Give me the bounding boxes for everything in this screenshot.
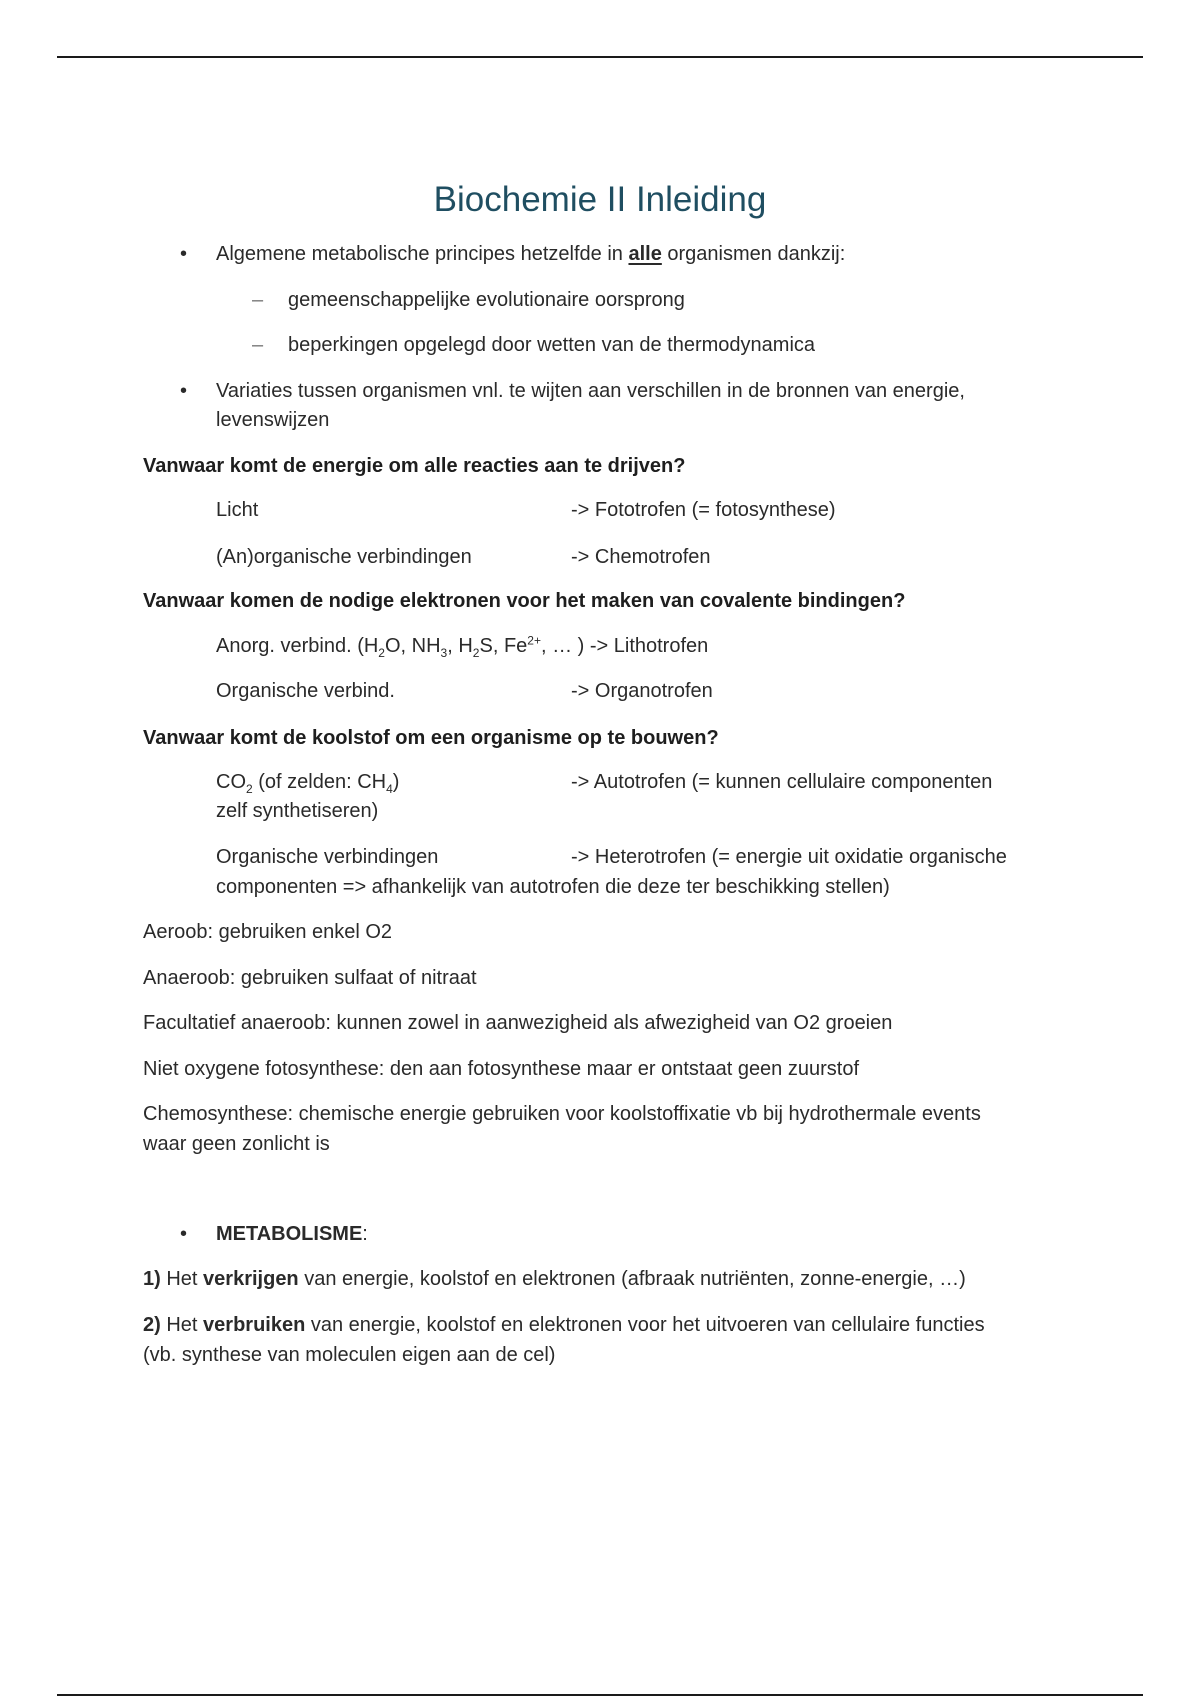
bullet-marker: • (180, 1223, 188, 1245)
metabolism-item-2: 2) Het verbruiken van energie, koolstof en elektronen voor het uitvoeren van cellulaire functies (143, 1314, 985, 1336)
bullet-marker: • (180, 380, 188, 402)
carbon-source-2: Organische verbindingen (216, 846, 439, 868)
definition-aerobic: Aeroob: gebruiken enkel O2 (143, 921, 393, 943)
definition-chemosynthesis-line-2: waar geen zonlicht is (143, 1133, 330, 1155)
carbon-result-2: -> Heterotrofen (= energie uit oxidatie organische (571, 846, 1007, 868)
bullet-marker: • (180, 243, 188, 265)
intro-bullet-2-line-1: Variaties tussen organismen vnl. te wijten aan verschillen in de bronnen van energie, (216, 380, 965, 402)
electrons-row-1: Anorg. verbind. ($H_2O$, $NH_3$, $H_2S$, $Fe^{2+}$, … ) -> Lithotrofen (216, 633, 709, 660)
energy-question: Vanwaar komt de energie om alle reacties aan te drijven? (143, 455, 686, 477)
carbon-result-2-cont: componenten => afhankelijk van autotrofen die deze ter beschikking stellen) (216, 876, 890, 898)
intro-sub-2: beperkingen opgelegd door wetten van de thermodynamica (288, 334, 816, 356)
energy-result-1: -> Fototrofen (= fotosynthese) (571, 499, 836, 521)
carbon-source-1: $CO_2$ (of zelden: $CH_4$) (216, 771, 400, 796)
definition-anaerobic: Anaeroob: gebruiken sulfaat of nitraat (143, 967, 477, 989)
metabolism-heading: METABOLISME: (216, 1223, 368, 1245)
definition-chemosynthesis-line-1: Chemosynthese: chemische energie gebruiken voor koolstoffixatie vb bij hydrothermale events (143, 1103, 981, 1125)
definition-non-oxygenic: Niet oxygene fotosynthese: den aan fotosynthese maar er ontstaat geen zuurstof (143, 1058, 860, 1080)
intro-sub-1: gemeenschappelijke evolutionaire oorsprong (288, 289, 685, 311)
page-title: Biochemie II Inleiding (433, 180, 767, 219)
metabolism-item-2-line-2: (vb. synthese van moleculen eigen aan de cel) (143, 1344, 556, 1366)
dash-marker: – (252, 334, 264, 356)
dash-marker: – (252, 289, 264, 311)
carbon-result-1-cont: zelf synthetiseren) (216, 800, 379, 822)
energy-result-2: -> Chemotrofen (571, 546, 711, 568)
energy-source-1: Licht (216, 499, 259, 521)
top-rule (57, 56, 1143, 58)
electrons-result-2: -> Organotrofen (571, 680, 713, 702)
energy-source-2: (An)organische verbindingen (216, 546, 472, 568)
electrons-question: Vanwaar komen de nodige elektronen voor het maken van covalente bindingen? (143, 590, 906, 612)
definition-facultative: Facultatief anaeroob: kunnen zowel in aanwezigheid als afwezigheid van O2 groeien (143, 1012, 893, 1034)
electrons-source-2: Organische verbind. (216, 680, 395, 702)
metabolism-item-1: 1) Het verkrijgen van energie, koolstof en elektronen (afbraak nutriënten, zonne-energie, …) (143, 1268, 966, 1290)
intro-bullet-1: Algemene metabolische principes hetzelfde in alle organismen dankzij: (216, 243, 846, 265)
carbon-result-1: -> Autotrofen (= kunnen cellulaire componenten (571, 771, 993, 793)
intro-bullet-2-line-2: levenswijzen (216, 409, 330, 431)
bottom-rule (57, 1694, 1143, 1696)
carbon-question: Vanwaar komt de koolstof om een organisme op te bouwen? (143, 727, 719, 749)
